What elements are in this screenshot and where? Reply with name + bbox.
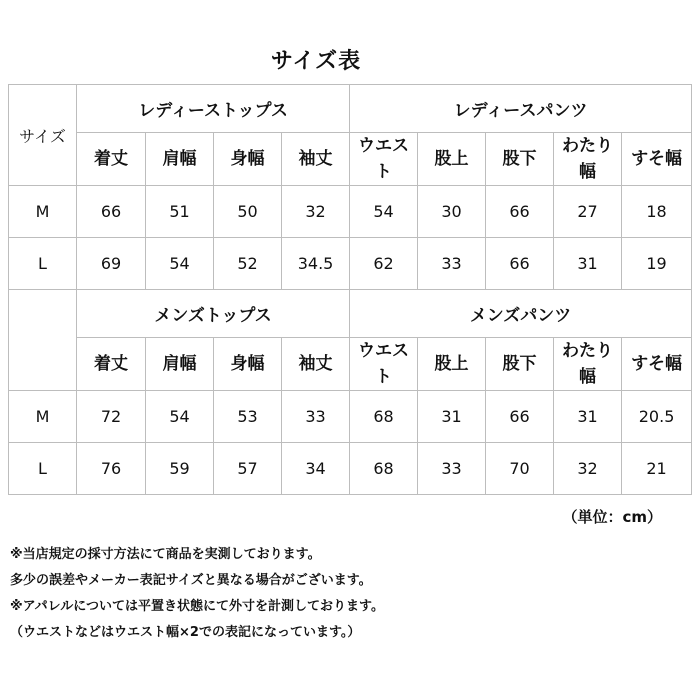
table-cell: 30 [418, 186, 486, 238]
mens-column-header-row [9, 338, 692, 391]
size-label: M [9, 186, 77, 238]
table-cell: 19 [622, 238, 692, 290]
table-cell: 76 [77, 443, 146, 495]
notes [10, 542, 690, 646]
table-cell: 66 [486, 238, 554, 290]
mens-size-header-cell [9, 290, 77, 391]
column-header: 着丈 [77, 338, 146, 391]
page-title: サイズ表 [270, 49, 362, 74]
table-cell: 31 [554, 238, 622, 290]
column-header: わたり幅 [554, 338, 622, 391]
table-cell: 52 [214, 238, 282, 290]
column-header: 肩幅 [146, 338, 214, 391]
note-line: 多少の誤差やメーカー表記サイズと異なる場合がございます。 [10, 573, 372, 588]
table-row [9, 186, 692, 238]
table-cell: 70 [486, 443, 554, 495]
column-header: 股上 [418, 338, 486, 391]
column-header: 股下 [486, 133, 554, 186]
column-header: すそ幅 [622, 133, 692, 186]
table-cell: 20.5 [622, 391, 692, 443]
note-line: ※アパレルについては平置き状態にて外寸を計測しております。 [10, 599, 384, 614]
table-cell: 68 [350, 443, 418, 495]
ladies-pants-header: レディースパンツ [350, 85, 692, 133]
table-cell: 53 [214, 391, 282, 443]
table-cell: 69 [77, 238, 146, 290]
table-cell: 54 [146, 238, 214, 290]
mens-group-row [9, 290, 692, 338]
table-cell: 31 [418, 391, 486, 443]
column-header: 身幅 [214, 338, 282, 391]
column-header: 股下 [486, 338, 554, 391]
table-row [9, 238, 692, 290]
table-cell: 72 [77, 391, 146, 443]
ladies-column-header-row [9, 133, 692, 186]
column-header: 袖丈 [282, 133, 350, 186]
column-header: すそ幅 [622, 338, 692, 391]
column-header: わたり幅 [554, 133, 622, 186]
column-header: 股上 [418, 133, 486, 186]
table-cell: 33 [282, 391, 350, 443]
table-cell: 51 [146, 186, 214, 238]
table-cell: 34 [282, 443, 350, 495]
ladies-group-row [9, 85, 692, 133]
column-header: ウエスト [350, 338, 418, 391]
table-cell: 32 [282, 186, 350, 238]
ladies-tops-header: レディーストップス [77, 85, 350, 133]
note-line: （ウエストなどはウエスト幅×2での表記になっています。） [10, 625, 361, 640]
table-cell: 33 [418, 238, 486, 290]
table-cell: 57 [214, 443, 282, 495]
table-cell: 54 [146, 391, 214, 443]
table-cell: 27 [554, 186, 622, 238]
column-header: ウエスト [350, 133, 418, 186]
size-label: L [9, 443, 77, 495]
table-cell: 62 [350, 238, 418, 290]
column-header: 袖丈 [282, 338, 350, 391]
table-cell: 66 [486, 391, 554, 443]
table-row [9, 391, 692, 443]
table-cell: 50 [214, 186, 282, 238]
column-header: 肩幅 [146, 133, 214, 186]
note-line: ※当店規定の採寸方法にて商品を実測しております。 [10, 547, 321, 562]
size-table [8, 84, 692, 495]
table-cell: 66 [486, 186, 554, 238]
table-cell: 18 [622, 186, 692, 238]
mens-pants-header: メンズパンツ [350, 290, 692, 338]
table-cell: 32 [554, 443, 622, 495]
column-header: 着丈 [77, 133, 146, 186]
table-cell: 54 [350, 186, 418, 238]
table-cell: 21 [622, 443, 692, 495]
table-cell: 66 [77, 186, 146, 238]
table-cell: 34.5 [282, 238, 350, 290]
table-cell: 59 [146, 443, 214, 495]
table-row [9, 443, 692, 495]
size-header-cell: サイズ [9, 85, 77, 186]
mens-tops-header: メンズトップス [77, 290, 350, 338]
table-cell: 31 [554, 391, 622, 443]
table-cell: 68 [350, 391, 418, 443]
unit-label: （単位：cm） [562, 508, 662, 526]
size-label: M [9, 391, 77, 443]
table-cell: 33 [418, 443, 486, 495]
column-header: 身幅 [214, 133, 282, 186]
size-label: L [9, 238, 77, 290]
